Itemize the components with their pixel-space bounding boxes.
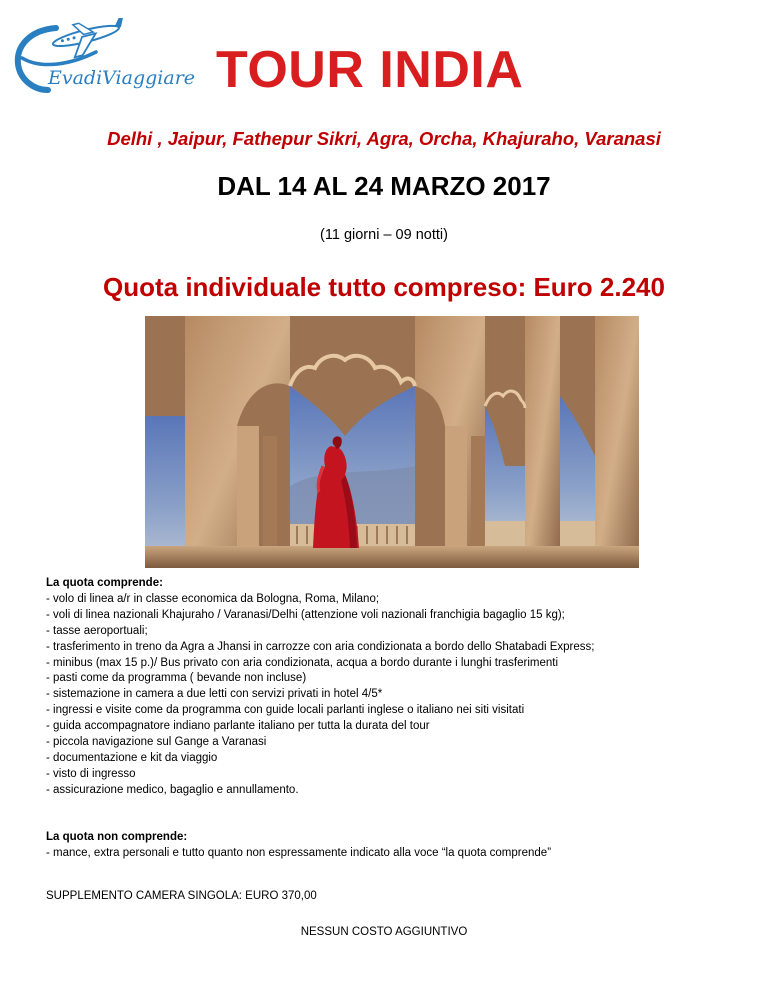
includes-item: - voli di linea nazionali Khajuraho / Varanasi/Delhi (attenzione voli nazionali franchigia bagaglio 15 kg); [46, 608, 565, 621]
airplane-swoosh-logo-icon [12, 18, 212, 100]
includes-item: - sistemazione in camera a due letti con servizi privati in hotel 4/5* [46, 688, 383, 701]
includes-item: - pasti come da programma ( bevande non incluse) [46, 672, 307, 685]
tour-price: Quota individuale tutto compreso: Euro 2.240 [103, 272, 665, 302]
includes-item: - volo di linea a/r in classe economica da Bologna, Roma, Milano; [46, 592, 380, 605]
itinerary-cities: Delhi , Jaipur, Fathepur Sikri, Agra, Orcha, Khajuraho, Varanasi [107, 128, 661, 149]
includes-item: - tasse aeroportuali; [46, 624, 148, 637]
excludes-item: - mance, extra personali e tutto quanto non espressamente indicato alla voce “la quota comprende” [46, 846, 552, 859]
includes-item: - visto di ingresso [46, 767, 136, 780]
page-title: TOUR INDIA [216, 41, 524, 99]
quota-details [46, 576, 746, 904]
logo-wordmark: EvadiViaggiare [48, 67, 196, 89]
footer-note: NESSUN COSTO AGGIUNTIVO [300, 926, 468, 938]
includes-item: - assicurazione medico, bagaglio e annullamento. [46, 783, 299, 796]
includes-item: - piccola navigazione sul Gange a Varanasi [46, 736, 267, 749]
excludes-heading: La quota non comprende: [46, 830, 188, 843]
includes-item: - ingressi e visite come da programma con guide locali parlanti inglese o italiano nei siti visitati [46, 704, 525, 717]
includes-item: - guida accompagnatore indiano parlante italiano per tutta la durata del tour [46, 720, 430, 733]
single-room-supplement: SUPPLEMENTO CAMERA SINGOLA: EURO 370,00 [46, 889, 317, 902]
includes-item: - documentazione e kit da viaggio [46, 751, 218, 764]
company-logo[interactable] [12, 18, 212, 100]
includes-item: - trasferimento in treno da Agra a Jhansi in carrozze con aria condizionata a bordo dello Shatabadi Express; [46, 640, 595, 653]
tour-duration: (11 giorni – 09 notti) [320, 227, 448, 243]
tour-photo [145, 316, 639, 568]
includes-item: - minibus (max 15 p.)/ Bus privato con aria condizionata, acqua a bordo durante i lunghi trasferimenti [46, 656, 559, 669]
tour-dates: DAL 14 AL 24 MARZO 2017 [217, 171, 551, 201]
includes-heading: La quota comprende: [46, 577, 163, 589]
